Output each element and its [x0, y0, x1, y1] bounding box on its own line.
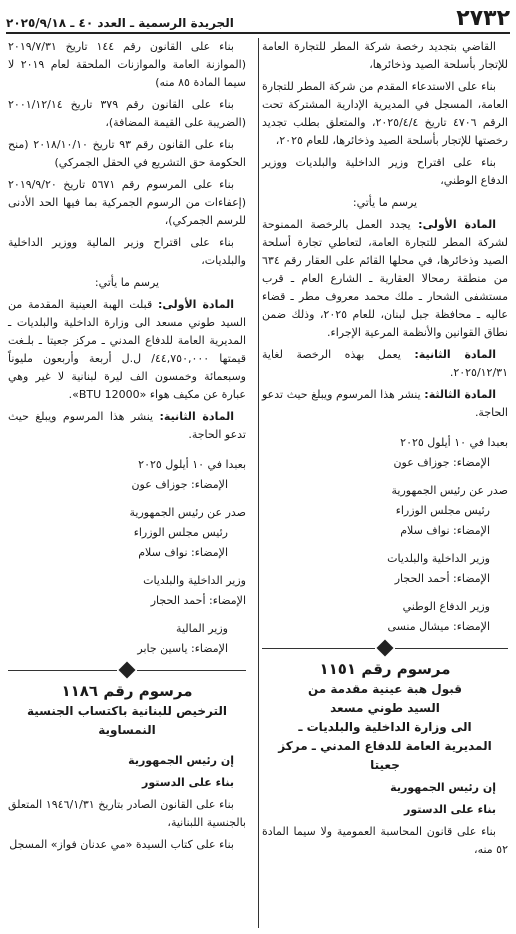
article-heading: المادة الأولى:: [157, 298, 234, 311]
paragraph: بناء على الاستدعاء المقدم من شركة المطر للتجارة العامة، المسجل في المديرية الإدارية المشتركة تحت الرقم ٤٧٠٦ تاريخ ٢٠٢٥/٤/٤، والمتعلق بطلب تجديد رخصتها للإتجار بأسلحة الصيد وذخائرها، للعام ٢٠٢٥،: [262, 80, 508, 147]
paragraph: القاضي بتجديد رخصة شركة المطر للتجارة العامة للإتجار بأسلحة الصيد وذخائرها،: [262, 40, 508, 71]
article-3: [262, 386, 508, 422]
signature: الإمضاء: أحمد الحجار: [394, 572, 490, 585]
separator-ornament: [262, 642, 508, 654]
decree-subtitle-line: الى وزارة الداخلية والبلديات ـ: [298, 720, 472, 734]
decree-title: مرسوم رقم ١١٥١: [319, 660, 451, 678]
article-1: [8, 296, 246, 404]
title-line: وزير المالية: [176, 622, 228, 635]
signature: الإمضاء: أحمد الحجار: [150, 594, 246, 607]
issued-line: صدر عن رئيس الجمهورية: [129, 506, 246, 519]
article-heading: المادة الثالثة:: [424, 388, 496, 401]
date-line: بعبدا في ١٠ أيلول ٢٠٢٥: [400, 436, 508, 449]
article-text: ينشر هذا المرسوم ويبلغ حيث تدعو الحاجة.: [8, 410, 246, 441]
page-header: [6, 6, 510, 34]
article-2: [262, 346, 508, 382]
decree-subtitle: [262, 680, 508, 775]
article-heading: المادة الثانية:: [414, 348, 496, 361]
article-text: قبلت الهبة العينية المقدمة من السيد طوني مسعد الى وزارة الداخلية والبلديات ـ المديرية العامة للدفاع المدني ـ مركز جعيتا ـ بلـغت قيمتها ٤٤,٧٥٠,٠٠٠/ ل.ل أربعة وأربعون مليوناً وسبعمائة وخمسون الف ليرة لبنانية لا غير وهي عبارة عن مكيف هواء «12000 BTU».: [8, 298, 246, 401]
decree-title: مرسوم رقم ١١٨٦: [61, 682, 193, 700]
constitution-line: بناء على الدستور: [142, 776, 234, 789]
title-line: وزير الداخلية والبلديات: [387, 552, 490, 565]
date-line: بعبدا في ١٠ أيلول ٢٠٢٥: [138, 458, 246, 471]
decree-subtitle-line: قبول هبة عينية مقدمة من: [307, 682, 462, 696]
signature: الإمضاء: ميشال منسى: [387, 620, 490, 633]
right-column: [262, 38, 508, 928]
decree-subtitle-line: المديرية العامة للدفاع المدني ـ مركز جعيتا: [278, 739, 492, 772]
signature: الإمضاء: جوزاف عون: [393, 456, 490, 469]
article-heading: المادة الأولى:: [418, 218, 497, 231]
title-line: وزير الدفاع الوطني: [402, 600, 490, 613]
page-number: ٢٧٣٢: [456, 6, 510, 31]
issued-line: صدر عن رئيس الجمهورية: [391, 484, 508, 497]
paragraph: بناء على المرسوم رقم ٥٦٧١ تاريخ ٢٠١٩/٩/٢٠ (إعفاءات من الرسوم الجمركية بما فيها الحد الأدنى للرسم الجمركي)،: [8, 178, 246, 227]
paragraph: بناء على اقتراح وزير المالية ووزير الداخلية والبلديات،: [8, 236, 246, 267]
paragraph: بناء على قانون المحاسبة العمومية ولا سيما المادة ٥٢ منه،: [262, 825, 508, 856]
paragraph: بناء على القانون رقم ٣٧٩ تاريخ ٢٠٠١/١٢/١٤ (الضريبة على القيمة المضافة)،: [8, 98, 246, 129]
signature: الإمضاء: ياسين جابر: [137, 642, 228, 655]
article-text: يجدد العمل بالرخصة الممنوحة لشركة المطر للتجارة العامة، لتعاطي تجارة أسلحة الصيد وذخائرها، في محلها القائم على العقار رقم ٦٣٤ من منطقة رمحالا العقارية ـ الشارع العام ـ قرب مستشفى الشحار ـ ملك محمد معروف مطر ـ قضاء عاليه ـ محافظة جبل لبنان، للعام ٢٠٢٥، وذلك ضمن نطاق القوانين والأنظمة المرعية الإجراء.: [262, 218, 508, 339]
title-line: وزير الداخلية والبلديات: [143, 574, 246, 587]
paragraph: بناء على القانون رقم ١٤٤ تاريخ ٢٠١٩/٧/٣١ (الموازنة العامة والموازنات الملحقة لعام ٢٠١٩ لا سيما المادة ٨٥ منه): [8, 40, 246, 89]
separator-ornament: [8, 664, 246, 676]
article-text: ينشر هذا المرسوم ويبلغ حيث تدعو الحاجة.: [262, 388, 508, 419]
journal-line: الجريدة الرسمية ـ العدد ٤٠ ـ ٢٠٢٥/٩/١٨: [6, 16, 234, 30]
decree-subtitle-line: السيد طوني مسعد: [330, 701, 440, 715]
paragraph: بناء على القانون رقم ٩٣ تاريخ ٢٠١٨/١٠/١٠ (منح الحكومة حق التشريع في الحقل الجمركي): [8, 138, 246, 169]
title-line: رئيس مجلس الوزراء: [133, 526, 228, 539]
left-column: [8, 38, 246, 928]
constitution-line: بناء على الدستور: [404, 803, 496, 816]
article-heading: المادة الثانية:: [159, 410, 234, 423]
president-line: إن رئيس الجمهورية: [390, 781, 496, 794]
signature: الإمضاء: نواف سلام: [138, 546, 228, 559]
paragraph: بناء على القانون الصادر بتاريخ ١٩٤٦/١/٣١ المتعلق بالجنسية اللبنانية،: [8, 798, 246, 829]
column-divider: [258, 38, 259, 928]
paragraph: بناء على اقتراح وزير الداخلية والبلديات ووزير الدفاع الوطني،: [262, 156, 508, 187]
article-2: [8, 408, 246, 444]
title-line: رئيس مجلس الوزراء: [395, 504, 490, 517]
article-text: يعمل بهذه الرخصة لغاية ٢٠٢٥/١٢/٣١.: [262, 348, 508, 379]
president-line: إن رئيس الجمهورية: [128, 754, 234, 767]
decree-subtitle: الترخيص للبنانية باكتساب الجنسية النمساوية: [26, 704, 228, 737]
signature: الإمضاء: نواف سلام: [400, 524, 490, 537]
paragraph: بناء على كتاب السيدة «مي عدنان فواز» المسجل: [9, 838, 234, 851]
decrees-line: يرسم ما يأتي:: [94, 276, 160, 289]
signature: الإمضاء: جوزاف عون: [131, 478, 228, 491]
article-1: [262, 216, 508, 342]
decrees-line: يرسم ما يأتي:: [352, 196, 418, 209]
